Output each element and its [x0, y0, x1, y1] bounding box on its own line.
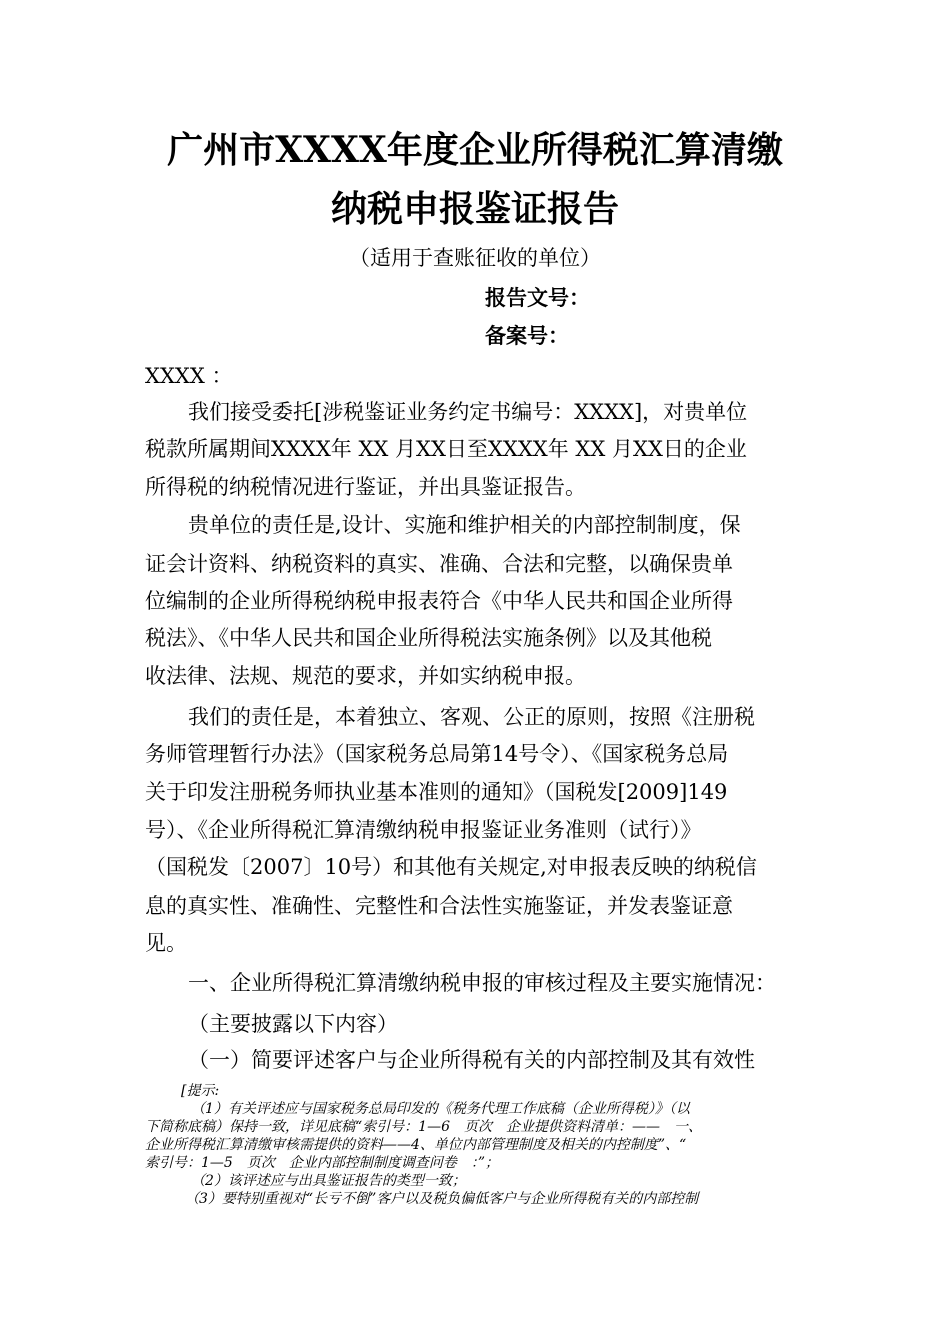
body-line: 关于印发注册税务师执业基本准则的通知》（国税发[2009]149 — [145, 780, 728, 804]
section-heading: 一、企业所得税汇算清缴纳税申报的审核过程及主要实施情况： — [188, 971, 776, 995]
body-line: 贵单位的责任是,设计、实施和维护相关的内部控制制度，保 — [188, 513, 741, 537]
report-subtitle: （适用于查账征收的单位） — [349, 246, 601, 270]
body-line: 税法》、《中华人民共和国企业所得税法实施条例》以及其他税 — [145, 626, 712, 650]
body-line: 见。 — [145, 931, 187, 955]
hint-line: （1）有关评述应与国家税务总局印发的《税务代理工作底稿（企业所得税）》（以 — [191, 1101, 690, 1117]
section-note: （主要披露以下内容） — [188, 1012, 398, 1036]
report-title-line-2: 纳税申报鉴证报告 — [330, 188, 619, 230]
hint-line: 下简称底稿）保持一致，详见底稿“索引号：1—6 页次 企业提供资料清单：—— 一、 — [145, 1119, 702, 1135]
hint-line: [提示: — [181, 1083, 220, 1099]
salutation: XXXX ： — [145, 364, 233, 388]
body-line: 号）、《企业所得税汇算清缴纳税申报鉴证业务准则（试行）》 — [145, 818, 702, 842]
hint-line: （2）该评述应与出具鉴证报告的类型一致； — [191, 1173, 466, 1189]
filing-number-label: 备案号： — [485, 323, 569, 348]
subsection-heading: （一）简要评述客户与企业所得税有关的内部控制及其有效性 — [188, 1048, 755, 1072]
report-title-line-1: 广州市XXXX年度企业所得税汇算清缴 — [167, 129, 783, 171]
body-line: 所得税的纳税情况进行鉴证，并出具鉴证报告。 — [145, 475, 586, 499]
body-line: 我们的责任是，本着独立、客观、公正的原则，按照《注册税 — [188, 705, 755, 729]
body-line: 位编制的企业所得税纳税申报表符合《中华人民共和国企业所得 — [145, 589, 733, 613]
body-line: 证会计资料、纳税资料的真实、准确、合法和完整，以确保贵单 — [145, 552, 733, 576]
hint-line: 索引号：1—5 页次 企业内部控制制度调查问卷 ：”； — [145, 1155, 499, 1171]
body-line: 息的真实性、准确性、完整性和合法性实施鉴证，并发表鉴证意 — [145, 894, 733, 918]
body-line: 我们接受委托[涉税鉴证业务约定书编号：XXXX]，对贵单位 — [188, 400, 748, 424]
body-line: 税款所属期间XXXX年 XX 月XX日至XXXX年 XX 月XX日的企业 — [145, 437, 747, 461]
hint-line: （3）要特别重视对“长亏不倒”客户以及税负偏低客户与企业所得税有关的内部控制 — [185, 1191, 699, 1207]
report-number-label: 报告文号： — [485, 285, 590, 310]
hint-notes — [145, 1082, 825, 1208]
body-line: （国税发〔2007〕10号）和其他有关规定,对申报表反映的纳税信 — [145, 855, 757, 879]
body-line: 收法律、法规、规范的要求，并如实纳税申报。 — [145, 664, 586, 688]
body-line: 务师管理暂行办法》（国家税务总局第14号令）、《国家税务总局 — [145, 742, 729, 766]
hint-line: 企业所得税汇算清缴审核需提供的资料——4、单位内部管理制度及相关的内控制度”、“ — [145, 1137, 687, 1153]
